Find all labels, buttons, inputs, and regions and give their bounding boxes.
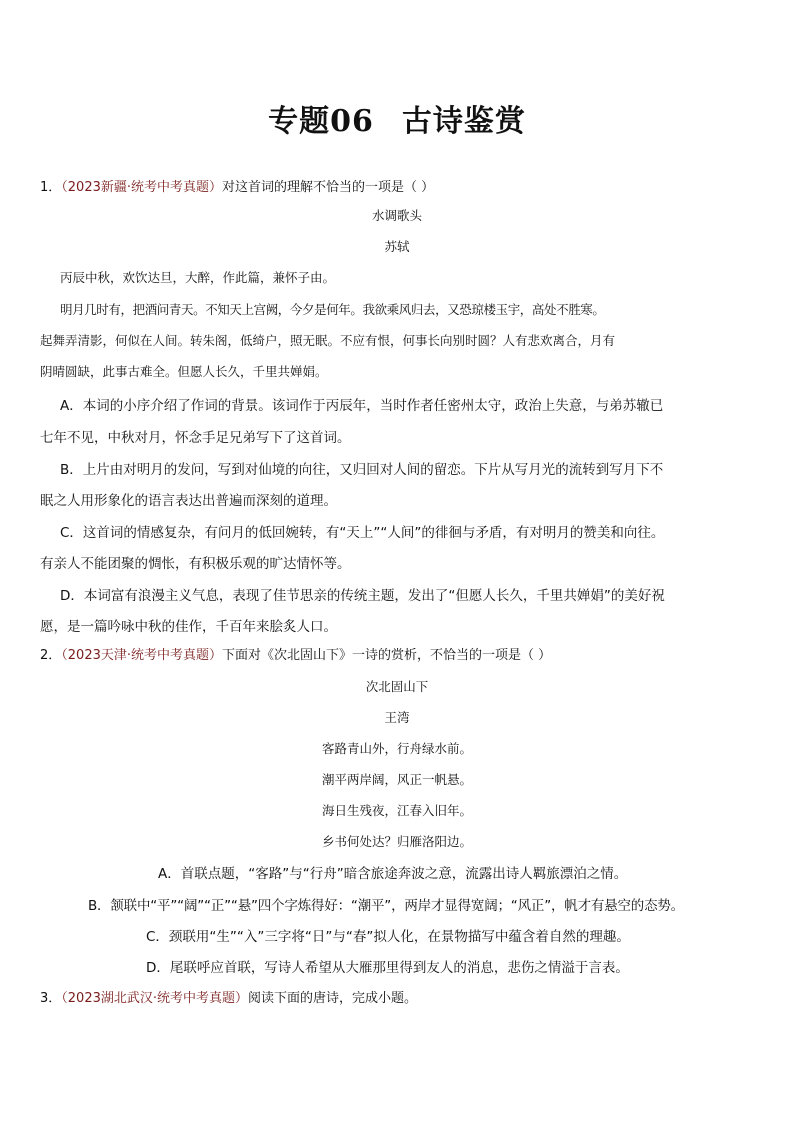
option-b-cont: 眠之人用形象化的语言表达出普遍而深刻的道理。 bbox=[40, 493, 337, 509]
option-d-cont: 愿，是一篇吟咏中秋的佳作，千百年来脍炙人口。 bbox=[40, 619, 337, 635]
poem-line: 客路青山外，行舟绿水前。 bbox=[321, 741, 472, 756]
poem-line: 起舞弄清影，何似在人间。转朱阁，低绮户，照无眠。不应有恨，何事长向别时圆？人有悲欢离合，月有 bbox=[40, 333, 616, 348]
question-text: 下面对《次北固山下》一诗的赏析，不恰当的一项是（ ） bbox=[222, 648, 552, 663]
poem-preface: 丙辰中秋，欢饮达旦，大醉，作此篇，兼怀子由。 bbox=[60, 270, 336, 285]
option-d: D．本词富有浪漫主义气息，表现了佳节思亲的传统主题，发出了“但愿人长久，千里共婵娟”的美好祝 bbox=[60, 588, 665, 604]
question-1-stem bbox=[40, 176, 434, 195]
option-b: B．上片由对明月的发问，写到对仙境的向往，又归回对人间的留恋。下片从写月光的流转到写月下不 bbox=[60, 462, 664, 478]
poem-line: 明月几时有，把酒问青天。不知天上宫阙，今夕是何年。我欲乘风归去，又恐琼楼玉宇，高处不胜寒。 bbox=[60, 302, 605, 317]
question-number: 1． bbox=[40, 180, 62, 195]
question-source: （2023湖北武汉·统考中考真题） bbox=[61, 991, 248, 1006]
poem-line: 海日生残夜，江春入旧年。 bbox=[321, 803, 472, 818]
title-sub: 古诗鉴赏 bbox=[401, 104, 526, 139]
option-c: C．这首词的情感复杂，有问月的低回婉转，有“天上”“人间”的徘徊与矛盾，有对明月的赞美和向往。 bbox=[60, 525, 665, 541]
option-b: B．颔联中“平”“阔”“正”“悬”四个字炼得好：“潮平”，两岸才显得宽阔；“风正”，帆才有悬空的态势。 bbox=[88, 898, 684, 914]
poem-author: 王湾 bbox=[384, 710, 410, 725]
poem-line: 乡书何处达？归雁洛阳边。 bbox=[321, 834, 472, 849]
poem-title: 次北固山下 bbox=[365, 679, 429, 694]
poem-title: 水调歌头 bbox=[371, 208, 422, 223]
option-a-cont: 七年不见，中秋对月，怀念手足兄弟写下了这首词。 bbox=[40, 430, 351, 446]
poem-line: 阴晴圆缺，此事古难全。但愿人长久，千里共婵娟。 bbox=[40, 364, 328, 379]
question-source: （2023天津·统考中考真题） bbox=[61, 648, 222, 663]
title-main: 专题06 bbox=[268, 104, 374, 139]
question-number: 3． bbox=[40, 991, 62, 1006]
page-title bbox=[0, 96, 794, 140]
question-text: 对这首词的理解不恰当的一项是（ ） bbox=[222, 180, 435, 195]
option-c: C．颈联用“生”“入”三字将“日”与“春”拟人化，在景物描写中蕴含着自然的理趣。 bbox=[146, 929, 630, 945]
option-d: D．尾联呼应首联，写诗人希望从大雁那里得到友人的消息，悲伤之情溢于言表。 bbox=[146, 960, 629, 976]
option-a: A．本词的小序介绍了作词的背景。该词作于丙辰年，当时作者任密州太守，政治上失意，与弟苏辙已 bbox=[60, 398, 664, 414]
poem-author: 苏轼 bbox=[384, 239, 410, 254]
question-3-stem bbox=[40, 987, 417, 1006]
option-a: A．首联点题，“客路”与“行舟”暗含旅途奔波之意，流露出诗人羁旅漂泊之情。 bbox=[158, 866, 628, 882]
question-text: 阅读下面的唐诗，完成小题。 bbox=[248, 991, 418, 1006]
question-2-stem bbox=[40, 644, 551, 663]
poem-line: 潮平两岸阔，风正一帆悬。 bbox=[321, 772, 472, 787]
question-source: （2023新疆·统考中考真题） bbox=[61, 180, 222, 195]
option-c-cont: 有亲人不能团聚的惆怅，有积极乐观的旷达情怀等。 bbox=[40, 556, 351, 572]
question-number: 2． bbox=[40, 648, 62, 663]
